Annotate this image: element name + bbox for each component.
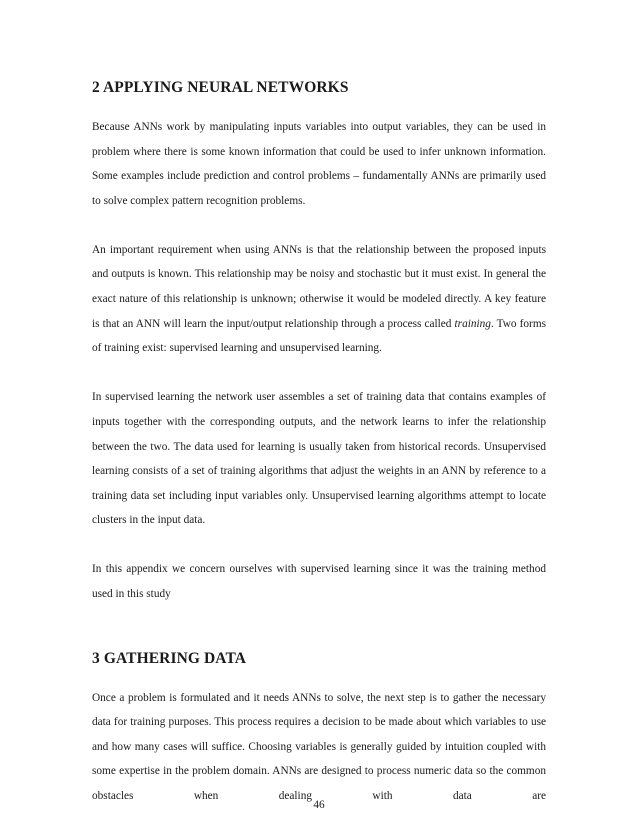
section-heading-applying-neural-networks: 2 APPLYING NEURAL NETWORKS	[92, 79, 349, 96]
emphasis-training: training	[454, 317, 491, 330]
paragraph-text-after-emphasis: . Two forms of training exist: supervised learning and unsupervised learning.	[92, 317, 547, 355]
paragraph-supervised-learning: In supervised learning the network user assembles a set of training data that contains examples of inputs together with the corresponding outputs, and the network learns to infer the relationship between the two. The data used for learning is usually taken from historical records. Unsupervised learning consists of a set of training algorithms that adjust the weights in an ANN by reference to a training data set including input variables only. Unsupervised learning algorithms attempt to locate clusters in the input data.	[92, 391, 546, 527]
paragraph-appendix-scope: In this appendix we concern ourselves with supervised learning since it was the training method used in this study	[92, 563, 546, 600]
paragraph-gathering-data: Once a problem is formulated and it needs ANNs to solve, the next step is to gather the necessary data for training purposes. This process requires a decision to be made about which variables to use and how many cases will suffice. Choosing variables is generally guided by intuition coupled with some expertise in the problem domain. ANNs are designed to process numeric data so the common obstacles when dealing with data are	[92, 691, 546, 802]
paragraph-ann-usage: Because ANNs work by manipulating inputs variables into output variables, they can be used in problem where there is some known information that could be used to infer unknown information. Some examples include prediction and control problems – fundamentally ANNs are primarily used to solve complex pattern recognition problems.	[92, 121, 546, 207]
section-heading-gathering-data: 3 GATHERING DATA	[92, 649, 247, 667]
paragraph-input-output-relationship	[92, 238, 546, 361]
page-content	[92, 72, 546, 809]
paragraph-text-before-emphasis: An important requirement when using ANNs is that the relationship between the proposed inputs and outputs is known. This relationship may be noisy and stochastic but it must exist. In general the exact nature of this relationship is unknown; otherwise it would be modeled directly. A key feature is that an ANN will learn the input/output relationship through a process called	[92, 243, 546, 330]
page-number: 46	[313, 799, 325, 811]
